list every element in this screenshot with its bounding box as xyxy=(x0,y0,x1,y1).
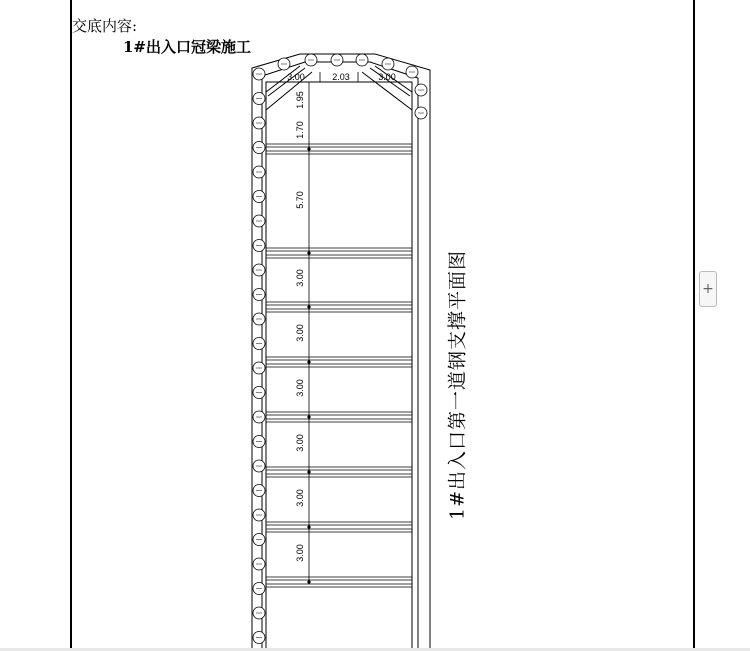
steel-strut xyxy=(266,577,412,587)
pile-marker xyxy=(253,583,265,595)
pile-marker xyxy=(278,58,290,70)
side-dimension-label: 3.00 xyxy=(295,489,305,507)
pile-marker xyxy=(253,313,265,325)
pile-marker xyxy=(253,362,265,374)
pile-marker xyxy=(253,142,265,154)
drawing-caption: 1#出入口第一道钢支撑平面图 xyxy=(446,249,469,521)
steel-strut xyxy=(266,412,412,422)
steel-strut xyxy=(266,357,412,367)
pile-marker xyxy=(253,215,265,227)
expand-button[interactable]: + xyxy=(699,271,717,307)
pile-marker xyxy=(253,93,265,105)
side-dimension-label: 1.70 xyxy=(295,121,305,139)
pile-marker xyxy=(253,485,265,497)
pile-marker xyxy=(253,460,265,472)
pile-marker xyxy=(382,58,394,70)
pile-marker xyxy=(253,191,265,203)
top-dimension-label: 3.00 xyxy=(287,72,305,82)
section-label: 交底内容: xyxy=(72,17,138,35)
pile-marker xyxy=(253,117,265,129)
top-dimension-label: 2.03 xyxy=(332,72,350,82)
side-dimension-label: 3.00 xyxy=(295,324,305,342)
pile-marker xyxy=(406,66,418,78)
pile-marker xyxy=(253,558,265,570)
pile-marker xyxy=(253,338,265,350)
top-dimension-label: 3.00 xyxy=(378,72,396,82)
side-dimension-label: 5.70 xyxy=(295,191,305,209)
pile-marker xyxy=(253,289,265,301)
steel-strut xyxy=(266,467,412,477)
pile-marker xyxy=(253,632,265,644)
pile-marker xyxy=(253,240,265,252)
pile-marker xyxy=(253,436,265,448)
side-dimension-label: 3.00 xyxy=(295,544,305,562)
pile-marker xyxy=(253,264,265,276)
pile-marker xyxy=(331,54,343,66)
side-dimension-label: 3.00 xyxy=(295,269,305,287)
steel-strut xyxy=(266,248,412,258)
steel-strut xyxy=(266,522,412,532)
pile-marker xyxy=(305,54,317,66)
side-dimension-label: 1.95 xyxy=(295,91,305,109)
pile-marker xyxy=(415,84,427,96)
pile-marker xyxy=(253,166,265,178)
pile-marker xyxy=(253,509,265,521)
pile-marker xyxy=(253,68,265,80)
pile-marker xyxy=(415,107,427,119)
pile-marker xyxy=(253,534,265,546)
page-title: 1#出入口冠梁施工 xyxy=(123,38,252,56)
pile-marker xyxy=(356,54,368,66)
steel-strut xyxy=(266,144,412,154)
steel-strut xyxy=(266,302,412,312)
side-dimension-label: 3.00 xyxy=(295,434,305,452)
pile-marker xyxy=(253,411,265,423)
pile-marker xyxy=(253,387,265,399)
pile-marker xyxy=(253,607,265,619)
side-dimension-label: 3.00 xyxy=(295,379,305,397)
